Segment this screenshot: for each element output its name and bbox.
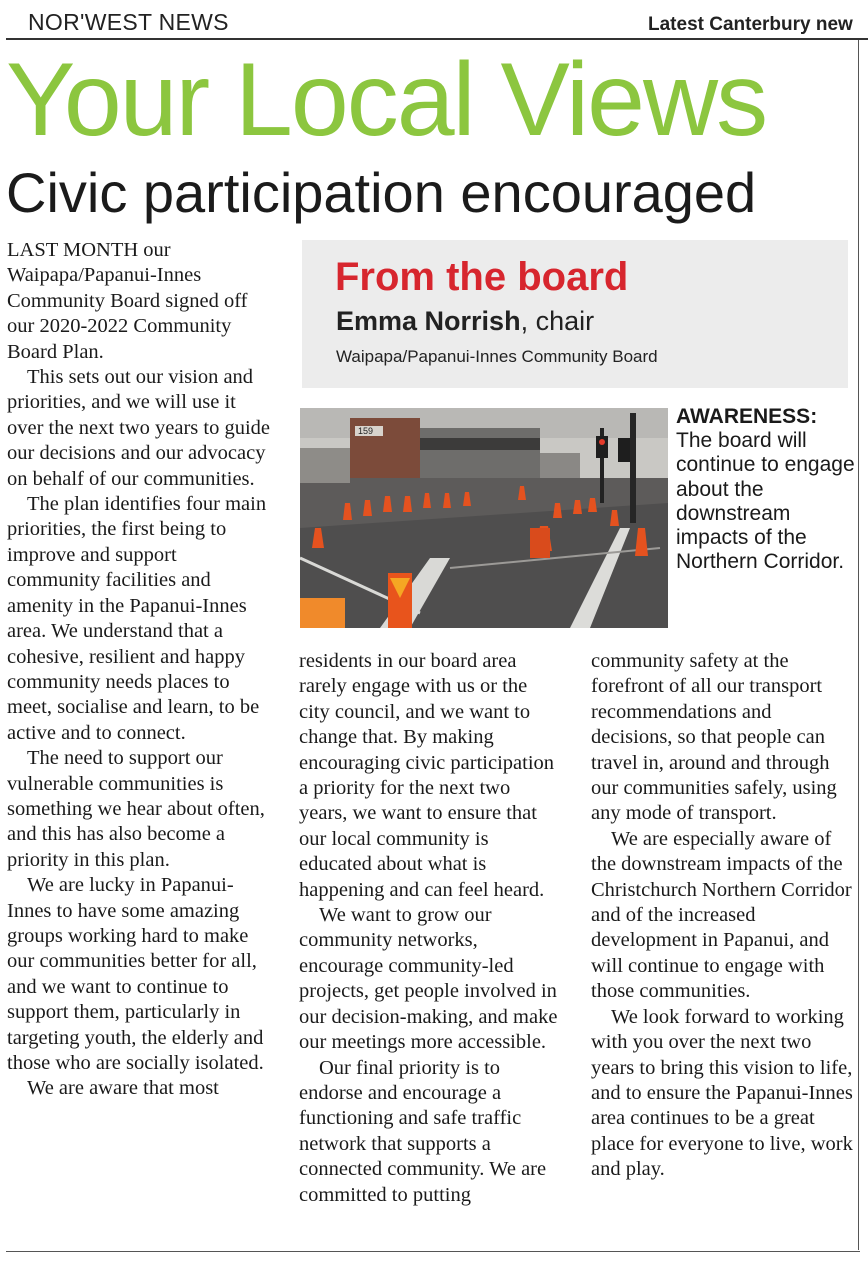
author-name: Emma Norrish	[336, 306, 521, 336]
board-organisation: Waipapa/Papanui-Innes Community Board	[336, 347, 658, 366]
building-number: 159	[358, 426, 374, 436]
article-column-1	[7, 238, 273, 1102]
caption-text: The board will continue to engage about the downstream impacts of the Northern Corridor.	[676, 429, 855, 574]
article-column-2	[299, 649, 561, 1208]
paragraph: Our final priority is to endorse and encourage a functioning and safe traffic network that supports a connected community. We are committed to putting	[299, 1056, 547, 1206]
board-title: From the board	[335, 255, 629, 299]
paragraph: We are aware that most	[27, 1077, 219, 1100]
article-column-3	[591, 649, 853, 1183]
headline: Civic participation encouraged	[6, 161, 757, 224]
caption-heading: AWARENESS:	[676, 405, 818, 428]
author-role: , chair	[520, 306, 595, 336]
header-rule	[6, 38, 868, 40]
road-works-photo	[300, 408, 668, 628]
author-byline	[336, 304, 594, 338]
photo-road-works-icon	[300, 408, 668, 628]
paragraph: LAST MONTH our Waipapa/Papanui-Innes Community Board signed off our 2020-2022 Community Board Plan.	[7, 239, 248, 363]
paragraph: This sets out our vision and priorities, and we will use it over the next two years to guide our decisions and our advocacy on behalf of our communities.	[7, 366, 271, 490]
paragraph: The need to support our vulnerable communities is something we hear about often, and this has also become a priority in this plan.	[7, 747, 265, 871]
paragraph: We want to grow our community networks, encourage community-led projects, get people involved in our decision-making, and make our meetings more accessible.	[299, 904, 558, 1054]
column-rule-right	[858, 40, 859, 1250]
paragraph: We are lucky in Papanui-Innes to have some amazing groups working hard to make our communities better for all, and we want to continue to support them, particularly in targeting youth, the elderly and those who are socially isolated.	[7, 874, 264, 1074]
paragraph: residents in our board area rarely engage with us or the city council, and we want to change that. By making encouraging civic participation a priority for the next two years, we want to ensure that our local community is educated about what is happening and can feel heard.	[299, 650, 555, 901]
section-name: NOR'WEST NEWS	[28, 9, 229, 35]
section-kicker: Your Local Views	[6, 42, 767, 158]
paragraph: The plan identifies four main priorities, the first being to improve and support community facilities and amenity in the Papanui-Innes area. We understand that a cohesive, resilient and happy community needs places to meet, socialise and learn, to be active and to connect.	[7, 493, 267, 744]
paragraph: community safety at the forefront of all our transport recommendations and decisions, so that people can travel in, around and through our communities safely, using any mode of transport.	[591, 650, 837, 825]
header-tagline: Latest Canterbury new	[648, 14, 853, 35]
paragraph: We look forward to working with you over the next two years to bring this vision to life, and to ensure the Papanui-Innes area continues to be a great place for everyone to live, work and play.	[591, 1005, 853, 1181]
paragraph: We are especially aware of the downstream impacts of the Christchurch Northern Corridor and of the increased development in Papanui, and will continue to engage with those communities.	[591, 827, 852, 1003]
photo-caption	[676, 405, 856, 574]
bottom-rule	[6, 1251, 860, 1252]
